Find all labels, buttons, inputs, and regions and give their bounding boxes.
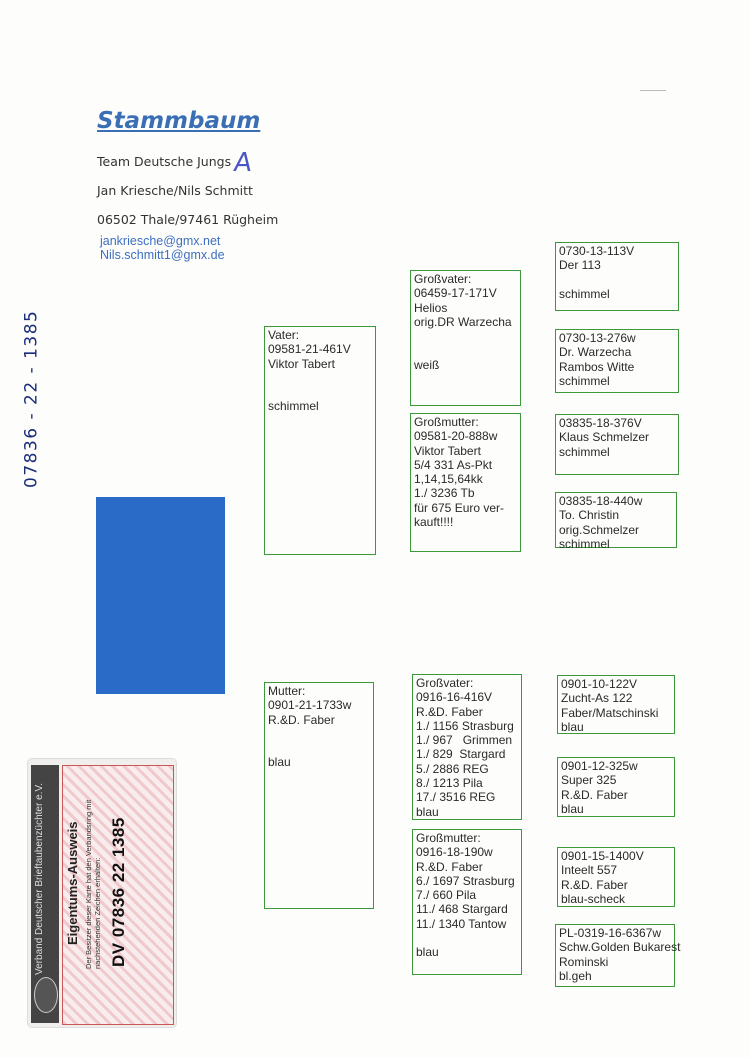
pedigree-line: orig.Schmelzer (559, 522, 640, 537)
paternal-grandfather-box (410, 270, 521, 406)
pedigree-line: Super 325 (561, 773, 617, 788)
owner-names: Jan Kriesche/Nils Schmitt (97, 183, 253, 198)
pedigree-line: 09581-20-888w (414, 429, 498, 444)
pedigree-line: Inteelt 557 (561, 863, 618, 878)
card-note: Der Besitzer dieser Karte hat den Verbandsring mit nachstehenden Zeichen erhalten: (84, 799, 102, 969)
pedigree-line: 11./ 468 Stargard (416, 902, 508, 917)
great-grandparent-box-1 (555, 242, 679, 311)
pedigree-line: 1./ 829 Stargard (416, 747, 506, 762)
pedigree-line (416, 931, 518, 945)
pedigree-line: Helios (414, 300, 448, 315)
pedigree-line: 11./ 1340 Tantow (416, 916, 507, 931)
pedigree-line: blau (561, 801, 584, 816)
pedigree-line: PL-0319-16-6367w (559, 926, 662, 940)
pedigree-line: Mutter: (268, 684, 306, 698)
pedigree-line (268, 741, 370, 755)
pedigree-line (414, 343, 517, 357)
pedigree-line: R.&D. Faber (416, 859, 483, 874)
email-link-2[interactable]: Nils.schmitt1@gmx.de (100, 248, 225, 262)
mother-box (264, 682, 374, 909)
pedigree-line: 7./ 660 Pila (416, 888, 477, 903)
pedigree-line: 6./ 1697 Strasburg (416, 873, 515, 888)
pedigree-line: R.&D. Faber (561, 787, 628, 802)
pedigree-line: 0730-13-276w (559, 331, 636, 345)
pedigree-line: für 675 Euro ver- (414, 500, 505, 515)
pedigree-line: Vater: (268, 328, 300, 342)
scan-mark (640, 90, 666, 91)
pedigree-line: 0916-18-190w (416, 845, 493, 860)
pedigree-line: 8./ 1213 Pila (416, 776, 483, 791)
pedigree-line: Rominski (559, 954, 609, 969)
pedigree-line: Viktor Tabert (414, 443, 481, 458)
pedigree-line: Der 113 (559, 258, 601, 273)
pedigree-line: 0916-16-416V (416, 690, 493, 705)
pedigree-line (414, 329, 517, 343)
great-grandparent-box-2 (555, 329, 679, 393)
pedigree-line: weiß (414, 357, 440, 372)
pedigree-line: 1,14,15,64kk (414, 472, 483, 487)
pedigree-line: 03835-18-376V (559, 416, 642, 430)
pedigree-line (268, 727, 370, 741)
pedigree-line: schimmel (559, 536, 610, 551)
pedigree-line: schimmel (559, 444, 610, 459)
great-grandparent-box-4 (555, 492, 677, 551)
pedigree-line: 17./ 3516 REG (416, 790, 496, 805)
great-grandparent-box-8 (555, 924, 681, 987)
pedigree-line: 5./ 2886 REG (416, 761, 489, 776)
pedigree-line (559, 273, 675, 287)
pedigree-line: R.&D. Faber (268, 712, 335, 727)
paternal-grandmother-box (410, 413, 521, 552)
pedigree-line: 0901-10-122V (561, 677, 638, 691)
pedigree-line: 0901-15-1400V (561, 849, 644, 863)
pedigree-line: Faber/Matschinski (561, 705, 659, 720)
pedigree-line: Schw.Golden Bukarest (559, 940, 681, 955)
great-grandparent-box-5 (557, 675, 675, 734)
pedigree-line: Großmutter: (414, 415, 479, 429)
pedigree-line: 1./ 1156 Strasburg (416, 718, 514, 733)
pedigree-line: blau (416, 945, 439, 960)
pedigree-line: orig.DR Warzecha (414, 314, 512, 329)
maternal-grandfather-box (412, 674, 522, 820)
pedigree-line: Rambos Witte (559, 359, 635, 374)
pedigree-line: Großvater: (414, 272, 472, 286)
father-box (264, 326, 376, 555)
great-grandparent-box-7 (557, 847, 675, 907)
great-grandparent-box-3 (555, 414, 679, 475)
pedigree-line: R.&D. Faber (416, 704, 483, 719)
pedigree-line: schimmel (268, 399, 319, 414)
pedigree-line: kauft!!!! (414, 515, 454, 530)
pedigree-line: schimmel (559, 373, 610, 388)
ring-number-text: 07836 - 22 - 1385 (21, 309, 42, 488)
card-ring-number: DV 07836 22 1385 (109, 817, 128, 967)
card-heading: Eigentums-Ausweis (65, 821, 80, 945)
pedigree-line: Großmutter: (416, 831, 481, 845)
pedigree-line: 1./ 967 Grimmen (416, 733, 513, 748)
pedigree-line: 0730-13-113V (559, 244, 635, 258)
pedigree-line: Dr. Warzecha (559, 345, 632, 360)
ownership-card (28, 759, 176, 1027)
card-association: Verband Deutscher Brieftaubenzüchter e.V. (34, 783, 45, 975)
pedigree-line (268, 385, 372, 399)
pedigree-line: 09581-21-461V (268, 342, 351, 357)
pedigree-line: 5/4 331 As-Pkt (414, 457, 493, 472)
pedigree-line: 03835-18-440w (559, 494, 643, 508)
owner-address: 06502 Thale/97461 Rügheim (97, 212, 279, 227)
pedigree-line (268, 371, 372, 385)
pedigree-line: schimmel (559, 286, 610, 301)
ring-number-label (21, 309, 225, 694)
team-name: Team Deutsche Jungs (97, 154, 232, 169)
pedigree-line: blau-scheck (561, 891, 626, 906)
pedigree-line: blau (416, 804, 439, 819)
pedigree-line: blau (268, 755, 291, 770)
pedigree-line: Zucht-As 122 (561, 691, 633, 706)
great-grandparent-box-6 (557, 757, 675, 817)
handwritten-mark: A (231, 148, 254, 178)
pedigree-line: 1./ 3236 Tb (414, 486, 475, 501)
page-title: Stammbaum (97, 108, 261, 134)
pedigree-line: bl.geh (559, 968, 592, 983)
pedigree-line: Viktor Tabert (268, 356, 335, 371)
pedigree-line: 0901-12-325w (561, 759, 638, 773)
pedigree-line: 0901-21-1733w (268, 698, 352, 713)
pedigree-line: blau (561, 719, 584, 734)
pedigree-line: 06459-17-171V (414, 286, 497, 301)
pedigree-line: To. Christin (559, 508, 620, 523)
maternal-grandmother-box (412, 829, 522, 975)
email-link-1[interactable]: jankriesche@gmx.net (100, 234, 221, 248)
pedigree-line: R.&D. Faber (561, 877, 628, 892)
pedigree-line: Klaus Schmelzer (559, 430, 650, 445)
pedigree-line: Großvater: (416, 676, 474, 690)
